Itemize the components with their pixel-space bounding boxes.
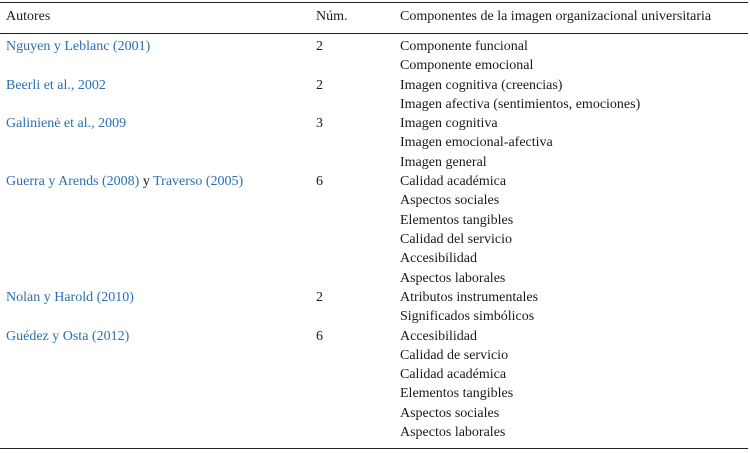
num-cell: 2 (316, 289, 323, 305)
num-cell: 2 (316, 77, 323, 93)
list-item: Componente emocional (400, 58, 534, 74)
author-cell (6, 114, 126, 133)
author-cell (6, 288, 134, 307)
component-list (400, 37, 533, 76)
author-cell (6, 327, 129, 346)
list-item: Imagen cognitiva (creencias) (400, 77, 563, 93)
list-item: Imagen afectiva (sentimientos, emociones) (400, 96, 641, 112)
num-cell: 3 (316, 116, 323, 132)
list-item: Aspectos sociales (400, 405, 500, 421)
citation-link[interactable]: Nguyen y Leblanc (2001) (6, 39, 151, 54)
component-list (400, 172, 513, 288)
author-cell (6, 172, 243, 191)
bottom-rule (0, 448, 748, 449)
citation-link[interactable]: Beerli et al., 2002 (6, 77, 106, 93)
list-item: Aspectos laborales (400, 270, 506, 286)
component-list (400, 114, 553, 172)
component-list (400, 288, 538, 327)
top-rule (0, 2, 748, 3)
header-num: Núm. (316, 9, 348, 24)
citation-link[interactable]: Galinienė et al., 2009 (6, 116, 127, 132)
citation-link[interactable]: Guédez y Osta (2012) (6, 328, 130, 344)
list-item: Calidad del servicio (400, 231, 512, 247)
num-cell: 6 (316, 174, 323, 190)
list-item: Imagen emocional-afectiva (400, 135, 553, 151)
list-item: Imagen cognitiva (400, 116, 498, 132)
list-item: Significados simbólicos (400, 309, 535, 325)
list-item: Calidad de servicio (400, 347, 509, 363)
list-item: Elementos tangibles (400, 386, 514, 402)
author-cell (6, 37, 150, 56)
list-item: Elementos tangibles (400, 212, 514, 228)
list-item: Atributos instrumentales (400, 289, 539, 305)
list-item: Accesibilidad (400, 251, 477, 267)
header-components: Componentes de la imagen organizacional universitaria (400, 9, 712, 24)
header-authors: Autores (6, 9, 51, 24)
component-list (400, 327, 513, 443)
citation-link[interactable]: Guerra y Arends (2008) (6, 174, 140, 190)
num-cell: 6 (316, 328, 323, 344)
list-item: Calidad académica (400, 367, 507, 383)
author-connector: y (139, 174, 154, 190)
header-rule (0, 33, 748, 34)
citation-link[interactable]: Nolan y Harold (2010) (6, 289, 134, 305)
list-item: Componente funcional (400, 39, 528, 54)
list-item: Aspectos laborales (400, 424, 506, 440)
num-cell: 2 (316, 39, 323, 54)
list-item: Calidad académica (400, 174, 507, 190)
list-item: Imagen general (400, 154, 487, 170)
component-list (400, 76, 640, 115)
author-cell (6, 76, 106, 95)
list-item: Accesibilidad (400, 328, 477, 344)
list-item: Aspectos sociales (400, 193, 500, 209)
citation-link[interactable]: Traverso (2005) (153, 174, 244, 190)
